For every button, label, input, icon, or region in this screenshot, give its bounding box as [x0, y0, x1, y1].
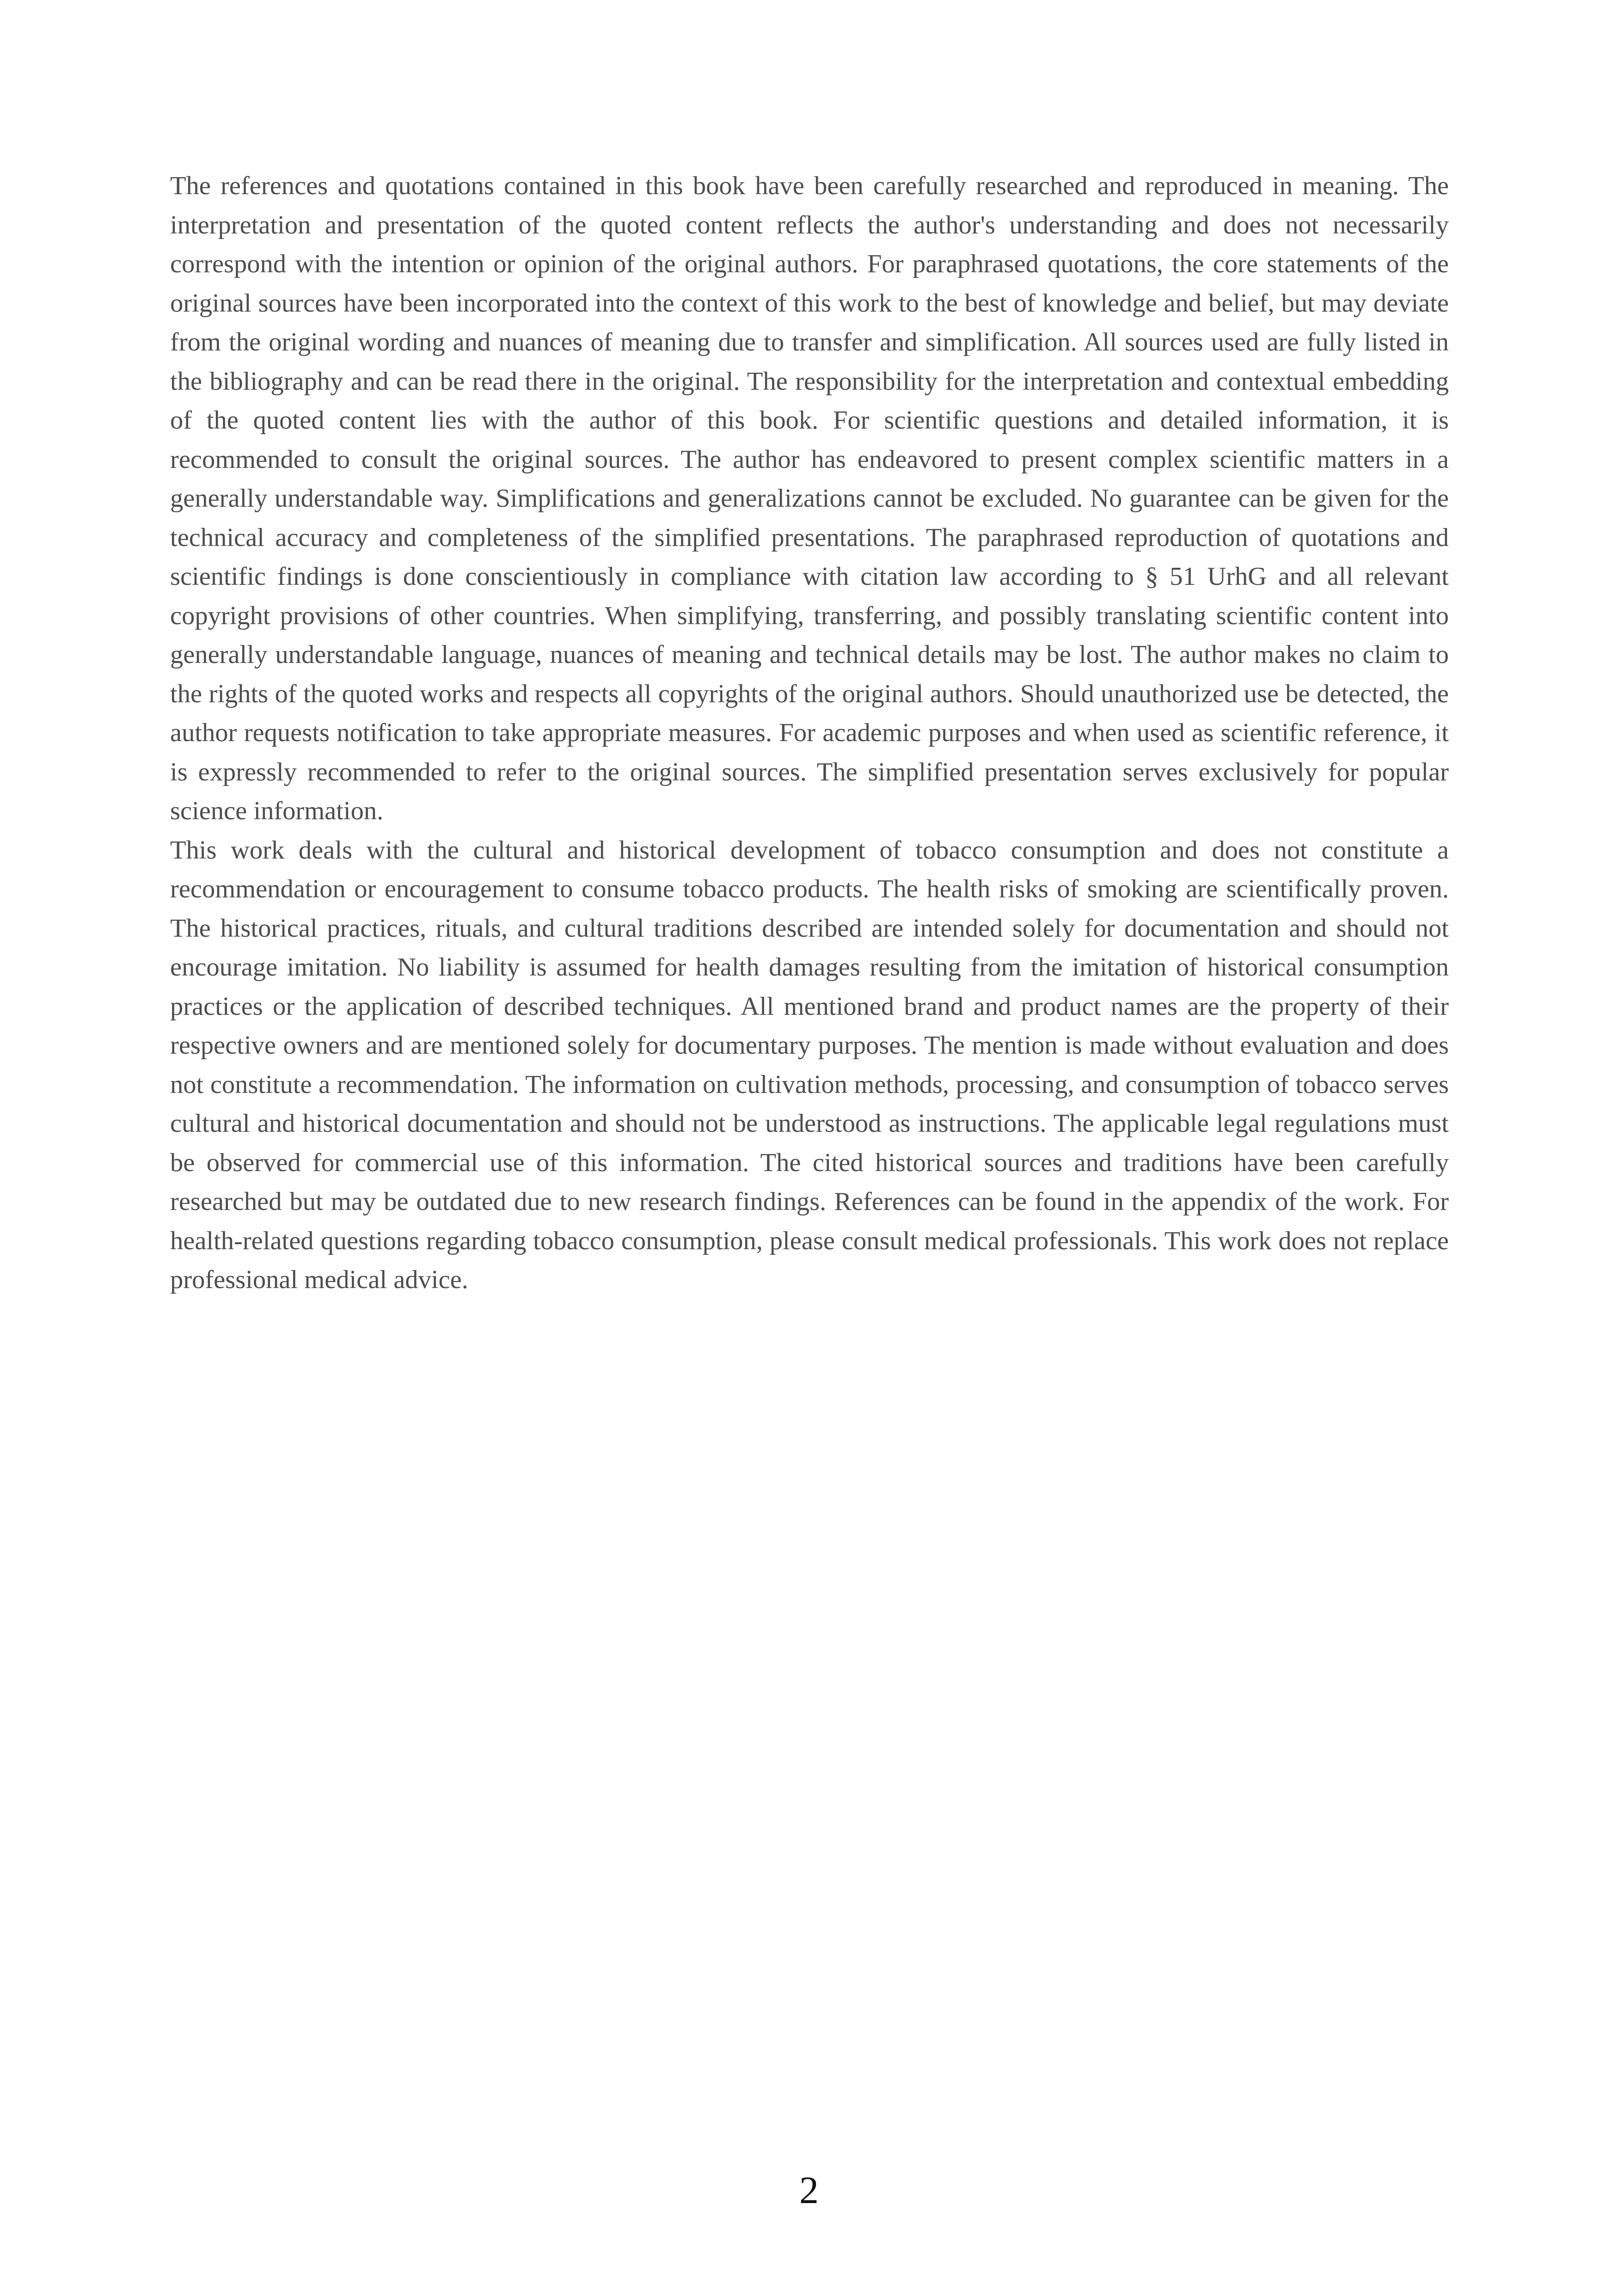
page-number: 2: [799, 2169, 819, 2212]
health-disclaimer-paragraph: This work deals with the cultural and historical development of tobacco consumption and does not constitute a recommendation or encouragement to consume tobacco products. The health risks of smoking are scientifically proven. The historical practices, rituals, and cultural traditions described are intended solely for documentation and should not encourage imitation. No liability is assumed for health damages resulting from the imitation of historical consumption practices or the application of described techniques. All mentioned brand and product names are the property of their respective owners and are mentioned solely for documentary purposes. The mention is made without evaluation and does not constitute a recommendation. The information on cultivation methods, processing, and consumption of tobacco serves cultural and historical documentation and should not be understood as instructions. The applicable legal regulations must be observed for commercial use of this information. The cited historical sources and traditions have been carefully researched but may be outdated due to new research findings. References can be found in the appendix of the work. For health-related questions regarding tobacco consumption, please consult medical professionals. This work does not replace professional medical advice.: [170, 835, 1449, 1294]
copyright-disclaimer-paragraph: The references and quotations contained in this book have been carefully researched and reproduced in meaning. The interpretation and presentation of the quoted content reflects the author's understanding and does not necessarily correspond with the intention or opinion of the original authors. For paraphrased quotations, the core statements of the original sources have been incorporated into the context of this work to the best of knowledge and belief, but may deviate from the original wording and nuances of meaning due to transfer and simplification. All sources used are fully listed in the bibliography and can be read there in the original. The responsibility for the interpretation and contextual embedding of the quoted content lies with the author of this book. For scientific questions and detailed information, it is recommended to consult the original sources. The author has endeavored to present complex scientific matters in a generally understandable way. Simplifications and generalizations cannot be excluded. No guarantee can be given for the technical accuracy and completeness of the simplified presentations. The paraphrased reproduction of quotations and scientific findings is done conscientiously in compliance with citation law according to § 51 UrhG and all relevant copyright provisions of other countries. When simplifying, transferring, and possibly translating scientific content into generally understandable language, nuances of meaning and technical details may be lost. The author makes no claim to the rights of the quoted works and respects all copyrights of the original authors. Should unauthorized use be detected, the author requests notification to take appropriate measures. For academic purposes and when used as scientific reference, it is expressly recommended to refer to the original sources. The simplified presentation serves exclusively for popular science information.: [170, 172, 1449, 825]
disclaimer-text-block: [170, 166, 1449, 1300]
